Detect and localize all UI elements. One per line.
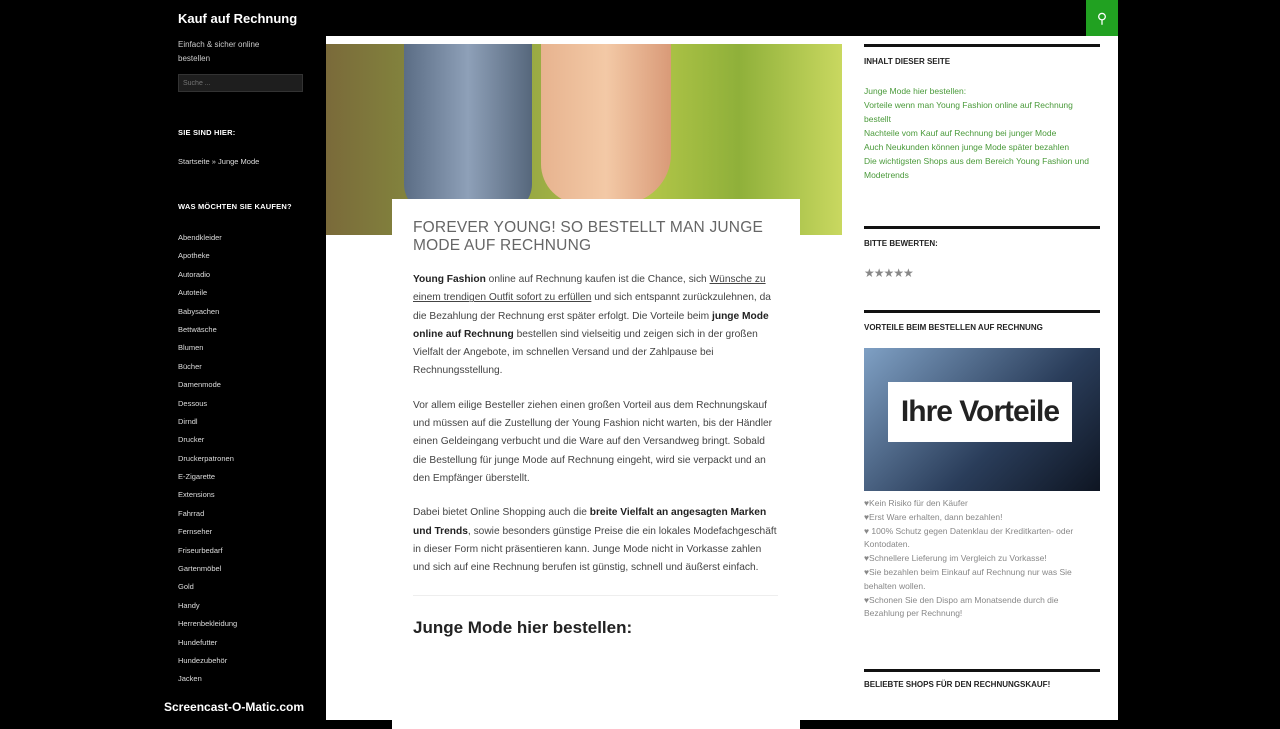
divider xyxy=(413,595,778,596)
category-item[interactable]: Dirndl xyxy=(178,416,198,426)
article xyxy=(392,199,800,729)
inline-link[interactable]: Wünsche zu einem trendigen Outfit sofort zu erfüllen xyxy=(413,274,766,304)
toc-link[interactable]: Auch Neukunden können junge Mode später bezahlen xyxy=(864,142,1070,152)
category-item[interactable]: Gold xyxy=(178,582,194,592)
category-item[interactable]: Fernseher xyxy=(178,527,213,537)
toc-list xyxy=(864,84,1100,182)
vorteile-title: VORTEILE BEIM BESTELLEN AUF RECHNUNG xyxy=(864,323,1043,332)
category-item[interactable]: Autoradio xyxy=(178,269,211,279)
text: , sowie besonders günstige Preise die ein lokales Modefachgeschäft in dieser Form nicht präsentieren kann. Junge Mode nicht in Vorkasse zahlen und sich auf eine Rechnung berufen ist günstig, schnell und äußerst einfach. xyxy=(413,525,777,574)
rating-title: BITTE BEWERTEN: xyxy=(864,239,938,248)
bold-text: Young Fashion xyxy=(413,274,486,285)
breadcrumb[interactable]: Startseite » Junge Mode xyxy=(178,157,260,166)
category-item[interactable]: Blumen xyxy=(178,343,204,353)
text: Dabei bietet Online Shopping auch die xyxy=(413,507,590,519)
category-item[interactable]: Bettwäsche xyxy=(178,324,217,334)
right-sidebar xyxy=(864,36,1100,689)
section-heading: Junge Mode hier bestellen: xyxy=(413,618,633,638)
vorteil-item: ♥Kein Risiko für den Käufer xyxy=(864,498,968,508)
category-list xyxy=(178,229,308,689)
category-item[interactable]: Hundezubehör xyxy=(178,655,228,665)
shops-title: BELIEBTE SHOPS FÜR DEN RECHNUNGSKAUF! xyxy=(864,680,1051,690)
category-item[interactable]: Hundefutter xyxy=(178,637,218,647)
category-item[interactable]: Bücher xyxy=(178,361,202,371)
category-item[interactable]: Dessous xyxy=(178,398,208,408)
star-rating[interactable]: ★★★★★ xyxy=(864,266,913,280)
category-item[interactable]: Abendkleider xyxy=(178,233,222,242)
search-input[interactable] xyxy=(178,74,303,92)
divider xyxy=(864,310,1100,313)
article-title: FOREVER YOUNG! SO BESTELLT MAN JUNGE MODE AUF RECHNUNG xyxy=(413,219,763,254)
vorteile-list xyxy=(864,497,1100,621)
image-sign: Ihre Vorteile xyxy=(888,382,1072,442)
site-tagline: Einfach & sicher online bestellen xyxy=(178,40,260,63)
toc-link[interactable]: Die wichtigsten Shops aus dem Bereich Young Fashion und Modetrends xyxy=(864,156,1089,180)
breadcrumb-title: SIE SIND HIER: xyxy=(178,128,236,137)
vorteil-item: ♥Schnellere Lieferung im Vergleich zu Vorkasse! xyxy=(864,553,1047,564)
paragraph-2: Vor allem eilige Besteller ziehen einen großen Vorteil aus dem Rechnungskauf und müssen auf die Zustellung der Young Fashion nicht warten, bis der Händler einen Geldeingang verbucht und die Ware auf den Versandweg bringt. Sobald die Bestellung für junge Mode auf Rechnung eingeht, wird sie verpackt und an den Empfänger überstellt. xyxy=(413,399,773,484)
text: und sich entspannt zurückzulehnen, da die Bezahlung der Rechnung erst später erfolgt. Die Vorteile beim xyxy=(413,292,771,322)
vorteil-item: ♥Sie bezahlen beim Einkauf auf Rechnung nur was Sie behalten wollen. xyxy=(864,566,1072,591)
paragraph-1 xyxy=(413,271,778,381)
category-item[interactable]: Damenmode xyxy=(178,380,221,390)
divider xyxy=(864,226,1100,229)
vorteil-item: ♥ 100% Schutz gegen Datenklau der Kreditkarten- oder Kontodaten. xyxy=(864,525,1074,550)
bold-text: breite Vielfalt an angesagten Marken und Trends xyxy=(413,507,767,537)
category-item[interactable]: Friseurbedarf xyxy=(178,545,223,555)
site-title[interactable]: Kauf auf Rechnung xyxy=(178,11,298,26)
top-bar xyxy=(326,0,1086,36)
categories-title: WAS MÖCHTEN SIE KAUFEN? xyxy=(178,202,292,211)
category-item[interactable]: Babysachen xyxy=(178,306,220,316)
category-item[interactable]: Gartenmöbel xyxy=(178,564,222,574)
category-item[interactable]: Jacken xyxy=(178,674,202,684)
category-item[interactable]: Handy xyxy=(178,600,200,610)
vorteil-item: ♥Erst Ware erhalten, dann bezahlen! xyxy=(864,511,1003,522)
category-item[interactable]: Druckerpatronen xyxy=(178,453,234,463)
toc-link[interactable]: Vorteile wenn man Young Fashion online auf Rechnung bestellt xyxy=(864,100,1073,124)
category-item[interactable]: Drucker xyxy=(178,435,205,445)
category-item[interactable]: Apotheke xyxy=(178,251,210,261)
category-item[interactable]: Autoteile xyxy=(178,288,208,298)
vorteil-item: ♥Schonen Sie den Dispo am Monatsende durch die Bezahlung per Rechnung! xyxy=(864,594,1059,619)
main-content xyxy=(326,36,1118,720)
category-item[interactable]: Extensions xyxy=(178,490,215,500)
toc-link[interactable]: Nachteile vom Kauf auf Rechnung bei junger Mode xyxy=(864,128,1057,138)
watermark: Screencast-O-Matic.com xyxy=(164,700,305,714)
toc-link[interactable]: Junge Mode hier bestellen: xyxy=(864,86,967,96)
category-item[interactable]: Herrenbekleidung xyxy=(178,619,238,629)
text: online auf Rechnung kaufen ist die Chance, sich xyxy=(485,274,710,285)
category-item[interactable]: E-Zigarette xyxy=(178,472,216,482)
search-button[interactable] xyxy=(1086,0,1118,36)
sidebar xyxy=(160,0,326,720)
category-item[interactable]: Fahrrad xyxy=(178,508,205,518)
search-icon: ⚲ xyxy=(1096,9,1108,26)
paragraph-3 xyxy=(413,504,778,577)
text: bestellen sind vielseitig und zeigen sich in der großen Vielfalt der Angebote, im schnellen Versand und der Zahlpause bei Rechnungsstellung. xyxy=(413,328,758,377)
bold-text: junge Mode online auf Rechnung xyxy=(413,310,769,340)
toc-title: INHALT DIESER SEITE xyxy=(864,57,951,66)
divider xyxy=(864,669,1100,672)
vorteile-image xyxy=(864,348,1100,491)
divider xyxy=(864,44,1100,47)
